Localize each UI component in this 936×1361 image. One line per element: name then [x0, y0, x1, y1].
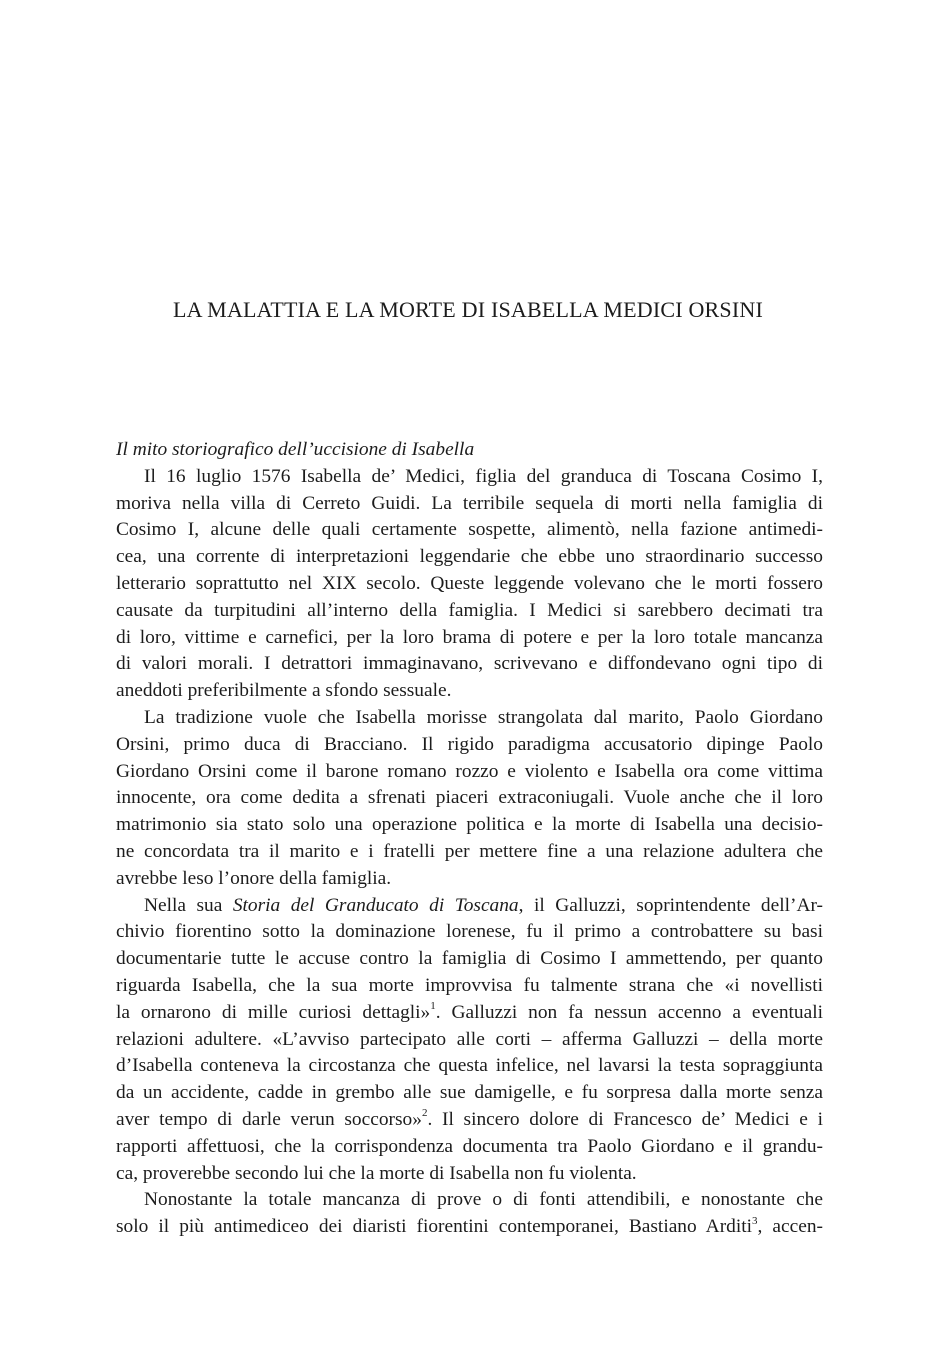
text-line: avrebbe leso l’onore della famiglia. — [116, 867, 392, 889]
text-line: causate da turpitudini all’interno della famiglia. I Medici si sarebbero decimati tra — [116, 599, 823, 621]
text-line: aneddoti preferibilmente a sfondo sessuale. — [116, 680, 452, 702]
text-line: La tradizione vuole che Isabella morisse strangolata dal marito, Paolo Giordano — [144, 706, 823, 728]
text-fragment: Nella sua — [144, 894, 233, 916]
text-line: ne concordata tra il marito e i fratelli per mettere fine a una relazione adultera che — [116, 840, 823, 862]
text-line: riguarda Isabella, che la sua morte improvvisa fu talmente strana che «i novellisti — [116, 974, 823, 996]
text-fragment: , accen- — [757, 1216, 823, 1238]
text-line: rapporti affettuosi, che la corrispondenza documenta tra Paolo Giordano e il grandu- — [116, 1135, 823, 1157]
text-line: letterario soprattutto nel XIX secolo. Queste leggende volevano che le morti fossero — [116, 572, 823, 594]
text-line: ca, proverebbe secondo lui che la morte di Isabella non fu violenta. — [116, 1162, 637, 1184]
text-line: di valori morali. I detrattori immaginavano, scrivevano e diffondevano ogni tipo di — [116, 653, 823, 675]
text-line: innocente, ora come dedita a sfrenati piaceri extraconiugali. Vuole anche che il loro — [116, 787, 823, 809]
chapter-title: LA MALATTIA E LA MORTE DI ISABELLA MEDICI ORSINI — [172, 297, 764, 322]
text-line: matrimonio sia stato solo una operazione politica e la morte di Isabella una decisio- — [116, 814, 823, 836]
text-line: da un accidente, cadde in grembo alle sue damigelle, e fu sorpresa dalla morte senza — [116, 1082, 823, 1104]
paragraph-1 — [116, 464, 823, 705]
text-line: cea, una corrente di interpretazioni leggendarie che ebbe uno straordinario successo — [116, 546, 823, 568]
footnote-marker[interactable]: 3 — [752, 1214, 758, 1227]
text-line — [116, 1214, 823, 1241]
text-line: Giordano Orsini come il barone romano rozzo e violento e Isabella ora come vittima — [116, 760, 823, 782]
text-line: Il 16 luglio 1576 Isabella de’ Medici, figlia del granduca di Toscana Cosimo I, — [144, 465, 823, 487]
text-line — [116, 1000, 823, 1027]
text-line: Orsini, primo duca di Bracciano. Il rigido paradigma accusatorio dipinge Paolo — [116, 733, 823, 755]
text-line: moriva nella villa di Cerreto Guidi. La terribile sequela di morti nella famiglia di — [116, 492, 823, 514]
text-line: chivio fiorentino sotto la dominazione lorenese, fu il primo a controbattere su basi — [116, 921, 823, 943]
section-heading: Il mito storiografico dell’uccisione di Isabella — [116, 439, 475, 460]
text-line: d’Isabella conteneva la circostanza che questa infelice, nel lavarsi la testa sopraggiunta — [116, 1055, 823, 1077]
text-fragment: solo il più antimediceo dei diaristi fiorentini contemporanei, Bastiano Arditi — [116, 1216, 753, 1238]
footnote-marker[interactable]: 2 — [421, 1107, 428, 1120]
paragraph-4 — [116, 1187, 823, 1241]
paragraph-2 — [116, 705, 823, 893]
text-line — [116, 893, 823, 920]
text-fragment: aver tempo di darle verun soccorso» — [116, 1108, 422, 1130]
book-title-italic: Storia del Granducato di Toscana — [232, 894, 519, 916]
text-fragment: . Galluzzi non fa nessun accenno a eventuali — [435, 1001, 823, 1023]
paragraph-3 — [116, 893, 823, 1188]
footnote-marker[interactable]: 1 — [430, 1000, 436, 1013]
text-line: documentarie tutte le accuse contro la famiglia di Cosimo I ammettendo, per quanto — [116, 948, 823, 970]
text-line: Nonostante la totale mancanza di prove o di fonti attendibili, e nonostante che — [144, 1189, 823, 1211]
text-line — [116, 1107, 823, 1134]
body-text — [116, 437, 823, 1241]
text-line: Cosimo I, alcune delle quali certamente sospette, alimentò, nella fazione antimedi- — [116, 519, 823, 541]
text-line: di loro, vittime e carnefici, per la loro brama di potere e per la loro totale mancanza — [116, 626, 823, 648]
text-fragment: . Il sincero dolore di Francesco de’ Medici e i — [427, 1108, 823, 1130]
text-line: relazioni adultere. «L’avviso partecipato alle corti – afferma Galluzzi – della morte — [116, 1028, 823, 1050]
text-fragment: , il Galluzzi, soprintendente dell’Ar- — [518, 894, 823, 916]
text-fragment: la ornarono di mille curiosi dettagli» — [116, 1001, 431, 1023]
